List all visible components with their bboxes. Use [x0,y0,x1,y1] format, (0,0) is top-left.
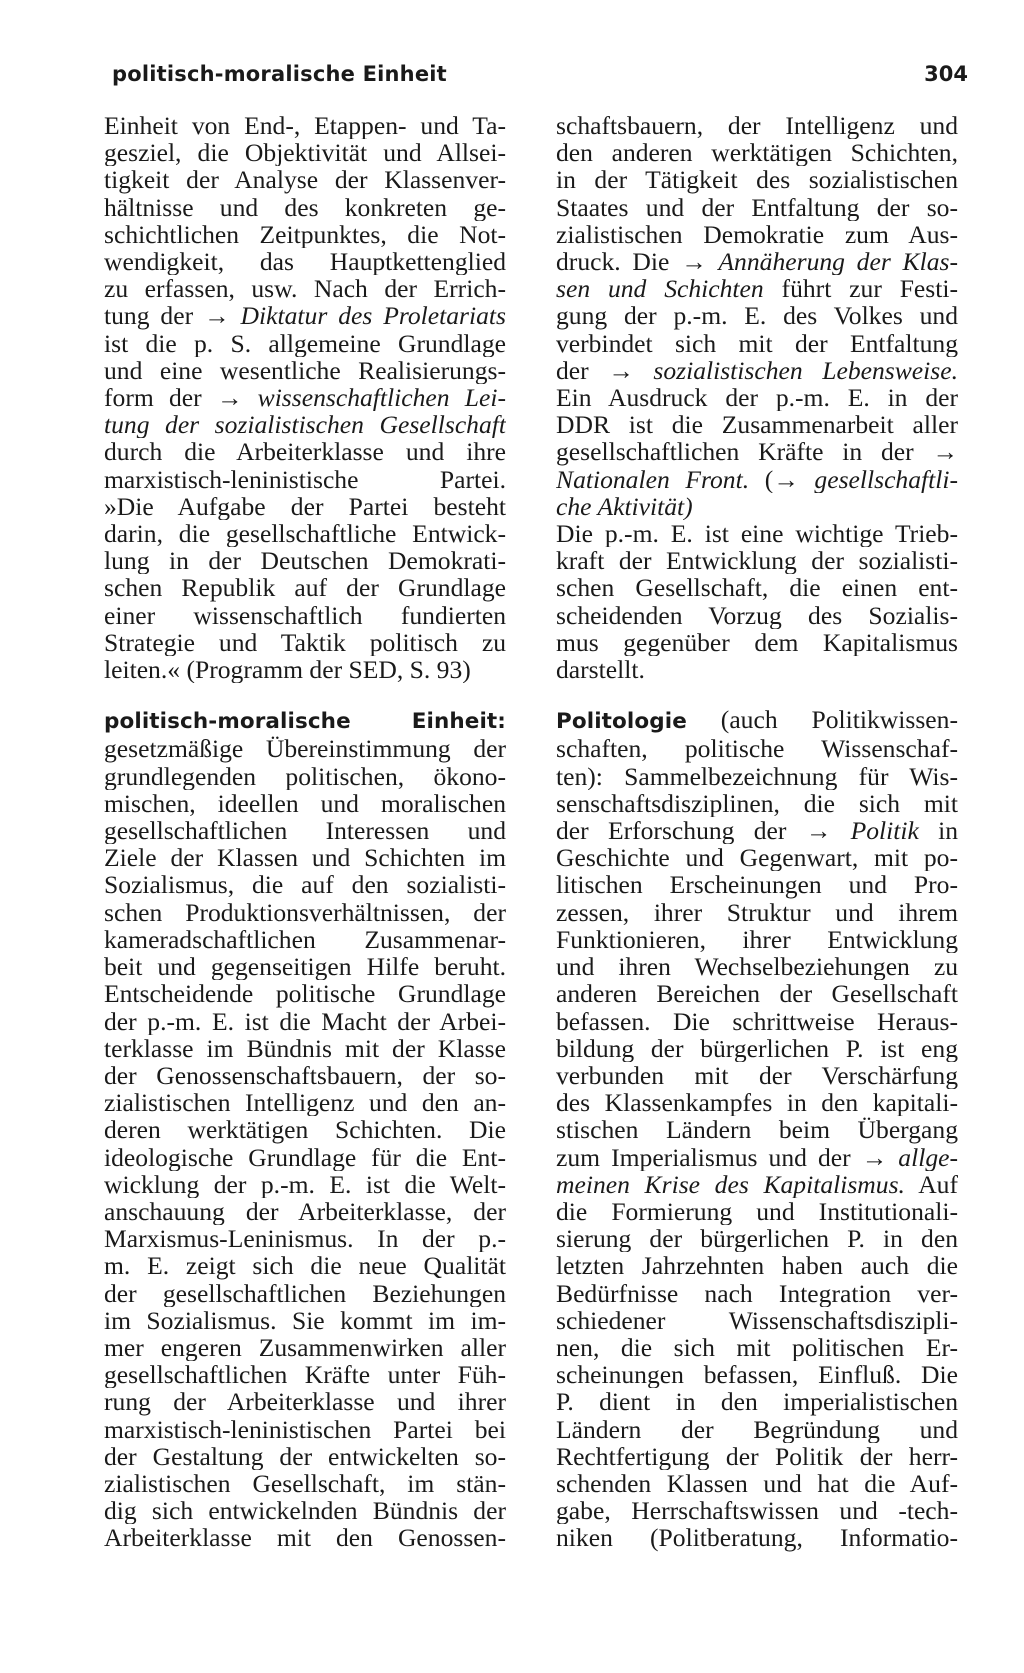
text-line: lung in der Deutschen Demokrati- [104,547,506,575]
cross-reference: gesellschaftli- [814,465,958,493]
cross-reference: sen und Schichten [556,275,764,303]
text-line: Bedürfnisse nach Integration ver- [556,1279,958,1307]
text-line: leiten.« (Programm der SED, S. 93) [104,656,471,684]
text-line: darstellt. [556,656,645,684]
text-run: der → [556,356,654,385]
text-line: mer engeren Zusammenwirken aller [104,1333,506,1362]
text-run: Auf [904,1170,958,1198]
text-line: schen Republik auf der Grundlage [104,574,506,602]
text-line: einer wissenschaftlich fundierten [104,601,506,629]
text-line: der gesellschaftlichen Beziehungen [104,1279,506,1307]
text-line: Sozialismus, die auf den sozialisti- [104,871,506,899]
text-run: führt zur Festi- [763,275,958,303]
text-line: Marxismus-Leninismus. In der p.- [104,1225,506,1253]
text-line: Ziele der Klassen und Schichten im [104,844,506,872]
entry-continuation [104,112,506,683]
text-run: (→ [749,465,815,493]
text-run: form der → [104,384,258,412]
text-line: anschauung der Arbeiterklasse, der [104,1197,506,1226]
text-line: Geschichte und Gegenwart, mit po- [556,844,958,872]
text-line: schiedener Wissenschaftsdiszipli- [556,1306,958,1334]
text-run: in [918,817,958,845]
text-line: letzten Jahrzehnten haben auch die [556,1252,958,1280]
entry-gap [104,683,506,706]
text-line: gesziel, die Objektivität und Allsei- [104,139,506,167]
text-line: m. E. zeigt sich die neue Qualität [104,1252,506,1280]
text-line [104,302,506,329]
text-line: scheidenden Vorzug des Sozialis- [556,601,958,629]
text-line: Funktionieren, ihrer Entwicklung [556,925,958,954]
text-line: der Gestaltung der entwickelten so- [104,1442,506,1470]
cross-reference: Diktatur des Proletariats [240,302,506,330]
text-line: niken (Politberatung, Informatio- [556,1524,958,1552]
text-line: im Sozialismus. Sie kommt im im- [104,1306,506,1334]
text-line: P. dient in den imperialistischen [556,1388,958,1416]
text-line: schen Gesellschaft, die einen ent- [556,574,958,602]
entry-gap [556,683,958,706]
text-run: druck. Die → [556,248,719,276]
text-line: wendigkeit, das Hauptkettenglied [104,248,506,276]
left-column [104,112,506,1552]
cross-reference: che Aktivität) [556,492,693,521]
cross-reference: tung der sozialistischen Gesellschaft [104,411,506,439]
text-line: mus gegenüber dem Kapitalismus [556,628,958,657]
text-line: gesellschaftlichen Interessen und [104,817,506,845]
text-line: verbindet sich mit der Entfaltung [556,329,958,357]
text-run: zum Imperialismus und der → [556,1143,899,1171]
text-run: (auch Politikwissen- [686,706,958,735]
text-line: zu erfassen, usw. Nach der Errich- [104,275,506,303]
right-column [556,112,958,1552]
text-line [556,706,958,735]
text-line: terklasse im Bündnis mit der Klasse [104,1034,506,1062]
text-line: befassen. Die schrittweise Heraus- [556,1007,958,1035]
text-line: in der Tätigkeit des sozialistischen [556,166,958,194]
text-line: verbunden mit der Verschärfung [556,1061,958,1090]
text-line: der p.-m. E. ist die Macht der Arbei- [104,1007,506,1035]
text-line: mischen, ideellen und moralischen [104,789,506,818]
cross-reference: allge- [898,1143,958,1171]
text-line: anderen Bereichen der Gesellschaft [556,980,958,1008]
text-line: hältnisse und des konkreten ge- [104,193,506,221]
running-head: politisch-moralische Einheit [112,62,447,86]
text-line: ten): Sammelbezeichnung für Wis- [556,762,958,790]
text-line: gesellschaftlichen Kräfte unter Füh- [104,1361,506,1389]
text-line: Rechtfertigung der Politik der herr- [556,1442,958,1470]
text-line: und ihren Wechselbeziehungen zu [556,953,958,981]
cross-reference: Politik [850,817,919,845]
text-line: marxistisch-leninistischen Partei bei [104,1415,506,1443]
text-run: der Erforschung der → [556,817,851,845]
text-line: und eine wesentliche Realisierungs- [104,356,506,385]
cross-reference: meinen Krise des Kapitalismus. [556,1170,905,1198]
text-line [556,1171,958,1198]
entry-politisch-moralische-einheit [104,706,506,1551]
text-line: bildung der bürgerlichen P. ist eng [556,1034,958,1062]
entry-continuation-right [556,112,958,683]
text-line [556,1144,958,1171]
text-line: ideologische Grundlage für die Ent- [104,1143,506,1171]
entry-politologie [556,706,958,1551]
text-line: Entscheidende politische Grundlage [104,980,506,1008]
text-line: Einheit von End-, Etappen- und Ta- [104,112,506,140]
text-line: den anderen werktätigen Schichten, [556,139,958,167]
text-line: scheinungen befassen, Einfluß. Die [556,1361,958,1389]
cross-reference: sozialistischen Lebensweise. [653,356,958,385]
text-line: rung der Arbeiterklasse und ihrer [104,1388,506,1416]
text-line: gesetzmäßige Übereinstimmung der [104,735,506,763]
text-line: dig sich entwickelnden Bündnis der [104,1497,506,1525]
text-line: wicklung der p.-m. E. ist die Welt- [104,1170,506,1198]
text-line [556,817,958,844]
text-line: Ein Ausdruck der p.-m. E. in der [556,384,958,412]
text-run: tung der → [104,302,241,330]
text-line: beit und gegenseitigen Hilfe beruht. [104,953,506,981]
text-line: Strategie und Taktik politisch zu [104,628,506,657]
text-line: schenden Klassen und hat die Auf- [556,1469,958,1498]
text-line: schichtlichen Zeitpunktes, die Not- [104,220,506,249]
text-line: nen, die sich mit politischen Er- [556,1333,958,1362]
text-line [556,248,958,275]
text-line: kraft der Entwicklung der sozialisti- [556,547,958,575]
text-line: darin, die gesellschaftliche Entwick- [104,520,506,548]
entry-headword: Politologie [556,709,687,735]
text-line: stischen Ländern beim Übergang [556,1116,958,1144]
text-line: kameradschaftlichen Zusammenar- [104,925,506,954]
text-line: ist die p. S. allgemeine Grundlage [104,329,506,357]
text-line: senschaftsdisziplinen, die sich mit [556,789,958,818]
text-line: zialistischen Demokratie zum Aus- [556,220,958,249]
text-line: die Formierung und Institutionali- [556,1197,958,1226]
text-line [104,706,506,735]
text-line: Ländern der Begründung und [556,1415,958,1443]
cross-reference: wissenschaftlichen Lei- [257,384,506,412]
text-line: deren werktätigen Schichten. Die [104,1116,506,1144]
text-line: gesellschaftlichen Kräfte in der → [556,438,958,466]
text-line: grundlegenden politischen, ökono- [104,762,506,790]
text-line: schaftsbauern, der Intelligenz und [556,112,958,140]
text-line [104,411,506,438]
entry-headword: politisch-moralische Einheit: [104,709,506,735]
text-line: Arbeiterklasse mit den Genossen- [104,1524,506,1552]
text-line: zessen, ihrer Struktur und ihrem [556,898,958,926]
page-number: 304 [924,62,968,86]
text-line: Staates und der Entfaltung der so- [556,193,958,221]
text-line: durch die Arbeiterklasse und ihre [104,438,506,466]
text-line: DDR ist die Zusammenarbeit aller [556,411,958,439]
text-line: schen Produktionsverhältnissen, der [104,898,506,926]
text-line [556,357,958,384]
text-line: litischen Erscheinungen und Pro- [556,871,958,899]
text-line: Die p.-m. E. ist eine wichtige Trieb- [556,520,958,548]
text-line: schaften, politische Wissenschaf- [556,735,958,763]
text-line: tigkeit der Analyse der Klassenver- [104,166,506,194]
text-line: gung der p.-m. E. des Volkes und [556,302,958,330]
text-line: marxistisch-leninistische Partei. [104,465,506,493]
text-line: der Genossenschaftsbauern, der so- [104,1061,506,1090]
text-line: zialistischen Gesellschaft, im stän- [104,1469,506,1498]
cross-reference: Nationalen Front. [556,465,750,493]
text-line: des Klassenkampfes in den kapitali- [556,1089,958,1117]
text-line: gabe, Herrschaftswissen und -tech- [556,1497,958,1525]
text-line: »Die Aufgabe der Partei besteht [104,492,506,521]
text-line: zialistischen Intelligenz und den an- [104,1089,506,1117]
text-line: sierung der bürgerlichen P. in den [556,1225,958,1253]
cross-reference: Annäherung der Klas- [718,248,958,276]
text-line [556,493,958,520]
text-line [556,466,958,493]
text-line [104,384,506,411]
text-line [556,275,958,302]
